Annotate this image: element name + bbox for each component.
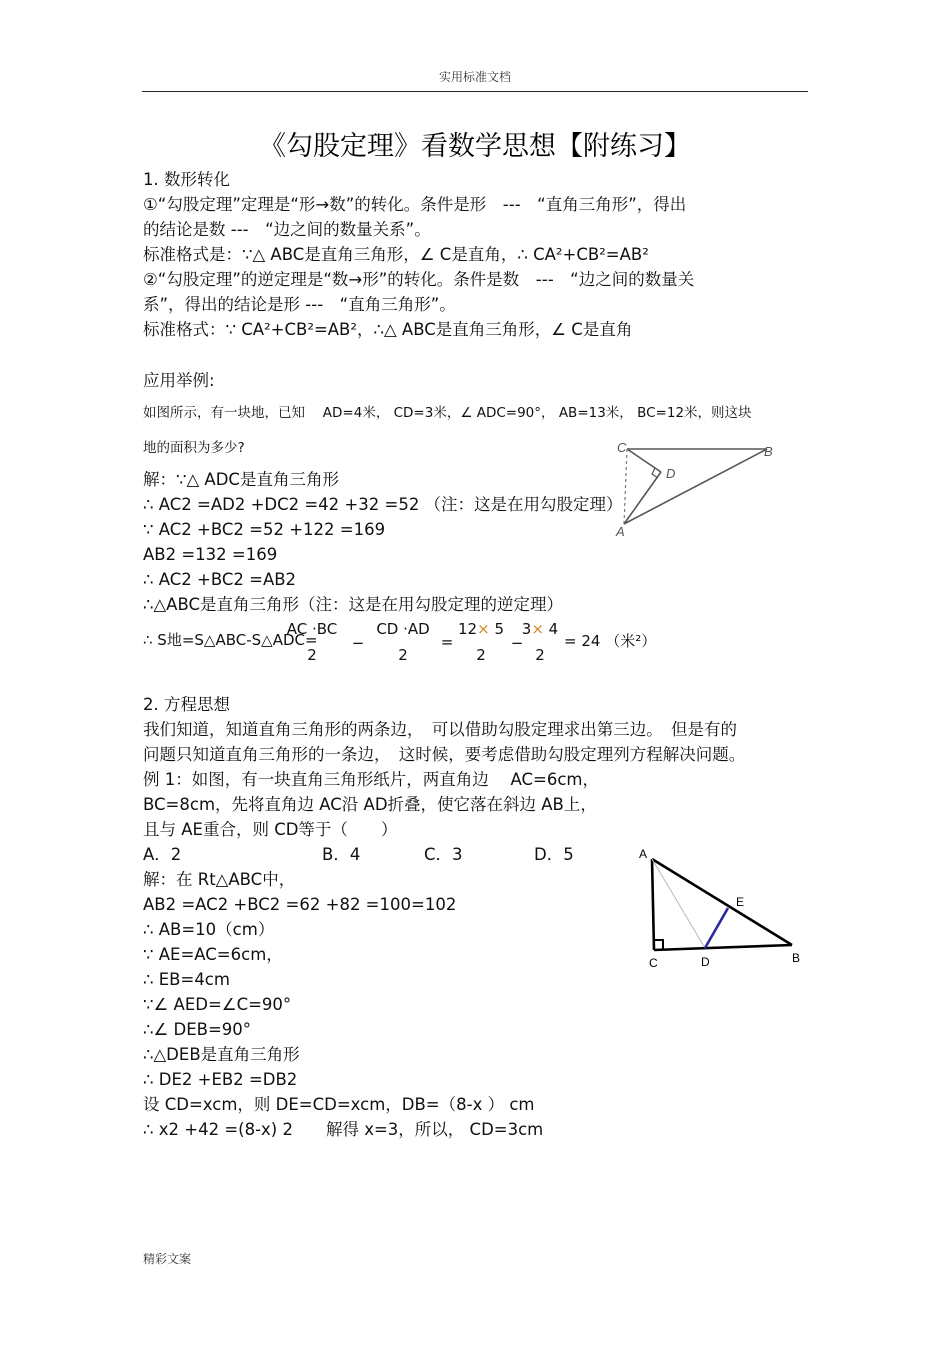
solution2-line4: ∵ AE=AC=6cm，	[143, 945, 283, 964]
fraction3-denominator: 2	[476, 646, 486, 664]
solution2-line11: ∴ x2 +42 =(8-x) 2 解得 x=3，所以， CD=3cm	[143, 1120, 544, 1139]
minus-sign-2: −	[510, 634, 524, 652]
label-a: A	[616, 524, 625, 539]
section1-para1-line2: 的结论是数 --- “边之间的数量关系”。	[143, 220, 431, 239]
section1-standard-format-2: 标准格式：∵ CA²+CB²=AB²，∴△ ABC是直角三角形，∠ C是直角	[143, 320, 633, 339]
segment-ab	[652, 859, 792, 945]
choice-a: A．2	[143, 845, 182, 864]
area-formula-lhs: ∴ S地=S△ABC-S△ADC=	[143, 631, 318, 649]
header-rule	[142, 91, 808, 92]
choice-d: D．5	[534, 845, 574, 864]
label-c: C	[617, 440, 627, 455]
segment-ad	[652, 859, 705, 948]
question-line2: 地的面积为多少?	[143, 440, 245, 456]
choice-b: B．4	[322, 845, 361, 864]
solution2-line9: ∴ DE2 +EB2 =DB2	[143, 1070, 298, 1089]
choice-c: C．3	[424, 845, 463, 864]
fraction1-denominator: 2	[307, 646, 317, 664]
fraction4-numerator: 3× 4	[521, 620, 559, 638]
example1-line1: 例 1：如图，有一块直角三角形纸片，两直角边 AC=6cm，	[143, 770, 599, 789]
section1-para2-line1: ②“勾股定理”的逆定理是“数→形”的转化。条件是数 --- “边之间的数量关	[143, 270, 695, 289]
diagonal-ca	[624, 449, 627, 524]
page-title: 《勾股定理》看数学思想【附练习】	[259, 131, 691, 162]
example1-line3: 且与 AE重合，则 CD等于（ ）	[143, 820, 398, 839]
segment-ad	[624, 472, 661, 524]
solution2-line7: ∴∠ DEB=90°	[143, 1020, 252, 1039]
label-d: D	[666, 466, 676, 481]
segment-ac	[652, 859, 654, 950]
solution1-line5: ∴ AC2 +BC2 =AB2	[143, 570, 297, 589]
label-b: B	[792, 951, 801, 965]
fraction1-numerator: AC ·BC	[286, 620, 338, 638]
solution2-line5: ∴ EB=4cm	[143, 970, 230, 989]
section2-para-line1: 我们知道，知道直角三角形的两条边， 可以借助勾股定理求出第三边。 但是有的	[143, 720, 737, 739]
example1-line2: BC=8cm，先将直角边 AC沿 AD折叠，使它落在斜边 AB上，	[143, 795, 597, 814]
solution1-line6: ∴△ABC是直角三角形（注：这是在用勾股定理的逆定理）	[143, 595, 564, 614]
fraction2-numerator: CD ·AD	[376, 620, 430, 638]
segment-dc	[627, 449, 661, 472]
fraction3-numerator: 12× 5	[458, 620, 504, 638]
fraction2-denominator: 2	[398, 646, 408, 664]
question-line1: 如图所示，有一块地，已知 AD=4米， CD=3米，∠ ADC=90°， AB=13米， BC=12米，则这块	[143, 405, 752, 421]
label-d: D	[701, 955, 710, 969]
solution1-line3: ∵ AC2 +BC2 =52 +122 =169	[143, 520, 386, 539]
section1-standard-format-1: 标准格式是：∵△ ABC是直角三角形，∠ C是直角，∴ CA²+CB²=AB²	[143, 245, 649, 264]
solution2-line3: ∴ AB=10（cm）	[143, 920, 275, 939]
label-b: B	[764, 444, 773, 459]
label-a: A	[639, 847, 648, 861]
section1-heading: 1. 数形转化	[143, 170, 230, 189]
solution2-line6: ∵∠ AED=∠C=90°	[143, 995, 292, 1014]
segment-cb	[654, 945, 792, 950]
solution1-line4: AB2 =132 =169	[143, 545, 278, 564]
solution2-line8: ∴△DEB是直角三角形	[143, 1045, 300, 1064]
page-footer: 精彩文案	[143, 1252, 192, 1266]
section2-para-line2: 问题只知道直角三角形的一条边， 这时候，要考虑借助勾股定理列方程解决问题。	[143, 745, 746, 764]
segment-ba	[624, 449, 767, 524]
section1-para1-line1: ①“勾股定理”定理是“形→数”的转化。条件是形 --- “直角三角形”，得出	[143, 195, 687, 214]
figure-quadrilateral-abcd	[612, 438, 782, 540]
page-header: 实用标准文档	[438, 70, 511, 84]
segment-de	[705, 908, 728, 948]
label-c: C	[649, 956, 658, 970]
solution2-line2: AB2 =AC2 +BC2 =62 +82 =100=102	[143, 895, 457, 914]
area-result: = 24 （米²）	[564, 632, 657, 650]
section2-heading: 2. 方程思想	[143, 695, 230, 714]
solution1-line2: ∴ AC2 =AD2 +DC2 =42 +32 =52 （注：这是在用勾股定理）	[143, 495, 623, 514]
label-e: E	[736, 895, 745, 909]
section1-para2-line2: 系”，得出的结论是形 --- “直角三角形”。	[143, 295, 456, 314]
solution1-line1: 解：∵△ ADC是直角三角形	[143, 470, 339, 489]
figure-right-triangle-abc	[632, 842, 810, 970]
equals-sign: =	[440, 633, 454, 651]
fraction4-denominator: 2	[535, 646, 545, 664]
application-heading: 应用举例:	[143, 371, 215, 390]
solution2-line1: 解：在 Rt△ABC中，	[143, 870, 296, 889]
minus-sign-1: −	[351, 634, 365, 652]
solution2-line10: 设 CD=xcm，则 DE=CD=xcm，DB=（8-x ） cm	[143, 1095, 535, 1114]
